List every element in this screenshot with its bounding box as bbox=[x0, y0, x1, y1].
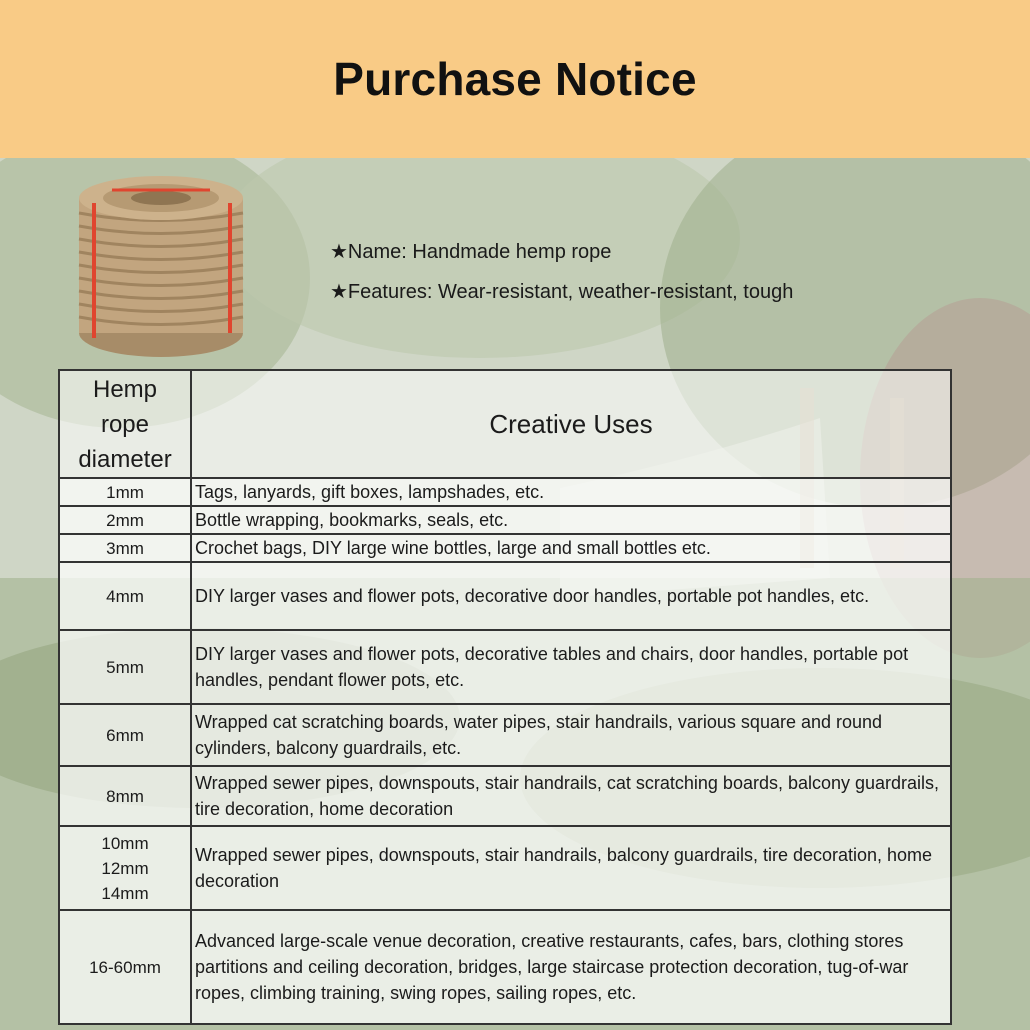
diameter-cell bbox=[59, 478, 191, 506]
uses-cell: Wrapped cat scratching boards, water pipes, stair handrails, various square and round cylinders, balcony guardrails, etc. bbox=[191, 704, 951, 766]
diameter-value: 14mm bbox=[101, 883, 149, 903]
table-row bbox=[59, 910, 951, 1024]
table-row bbox=[59, 766, 951, 826]
diameter-value: 2mm bbox=[106, 510, 144, 530]
diameter-header-line: rope bbox=[100, 410, 150, 438]
uses-cell: Tags, lanyards, gift boxes, lampshades, etc. bbox=[191, 478, 951, 506]
diameter-value: 8mm bbox=[106, 786, 144, 806]
diameter-value: 16-60mm bbox=[89, 957, 161, 977]
table-row bbox=[59, 826, 951, 910]
uses-cell: Wrapped sewer pipes, downspouts, stair handrails, cat scratching boards, balcony guardrails, tire decoration, home decoration bbox=[191, 766, 951, 826]
diameter-value: 5mm bbox=[106, 657, 144, 677]
diameter-value: 4mm bbox=[106, 586, 144, 606]
uses-cell: Advanced large-scale venue decoration, creative restaurants, cafes, bars, clothing stores partitions and ceiling decoration, bridges, large staircase protection decoration, tug-of-war ropes, climbing training, swing ropes, sailing ropes, etc. bbox=[191, 910, 951, 1024]
diameter-cell bbox=[59, 826, 191, 910]
diameter-header-line: diameter bbox=[78, 445, 172, 473]
diameter-cell bbox=[59, 704, 191, 766]
product-info bbox=[330, 232, 793, 312]
uses-column-header: Creative Uses bbox=[191, 370, 951, 478]
table-row bbox=[59, 478, 951, 506]
diameter-value: 1mm bbox=[106, 482, 144, 502]
uses-cell: DIY larger vases and flower pots, decorative tables and chairs, door handles, portable pot handles, pendant flower pots, etc. bbox=[191, 630, 951, 704]
product-name: ★Name: Handmade hemp rope bbox=[330, 241, 612, 263]
hemp-rope-coil-image bbox=[72, 168, 250, 360]
diameter-cell bbox=[59, 910, 191, 1024]
creative-uses-table bbox=[58, 369, 952, 1025]
table-row bbox=[59, 630, 951, 704]
page-title: Purchase Notice bbox=[333, 53, 697, 105]
table-row bbox=[59, 704, 951, 766]
diameter-value: 6mm bbox=[106, 725, 144, 745]
diameter-cell bbox=[59, 562, 191, 630]
title-banner bbox=[0, 0, 1030, 158]
diameter-cell bbox=[59, 506, 191, 534]
diameter-column-header bbox=[59, 370, 191, 478]
uses-cell: Bottle wrapping, bookmarks, seals, etc. bbox=[191, 506, 951, 534]
product-features: ★Features: Wear-resistant, weather-resistant, tough bbox=[330, 281, 794, 303]
table-row bbox=[59, 562, 951, 630]
uses-cell: Crochet bags, DIY large wine bottles, large and small bottles etc. bbox=[191, 534, 951, 562]
diameter-cell bbox=[59, 534, 191, 562]
diameter-cell bbox=[59, 630, 191, 704]
diameter-value: 10mm bbox=[101, 833, 149, 853]
diameter-value: 12mm bbox=[101, 858, 149, 878]
table-row bbox=[59, 534, 951, 562]
uses-cell: DIY larger vases and flower pots, decorative door handles, portable pot handles, etc. bbox=[191, 562, 951, 630]
table-row bbox=[59, 506, 951, 534]
table-header-row bbox=[59, 370, 951, 478]
diameter-value: 3mm bbox=[106, 538, 144, 558]
diameter-header-line: Hemp bbox=[92, 375, 158, 403]
uses-cell: Wrapped sewer pipes, downspouts, stair handrails, balcony guardrails, tire decoration, home decoration bbox=[191, 826, 951, 910]
diameter-cell bbox=[59, 766, 191, 826]
